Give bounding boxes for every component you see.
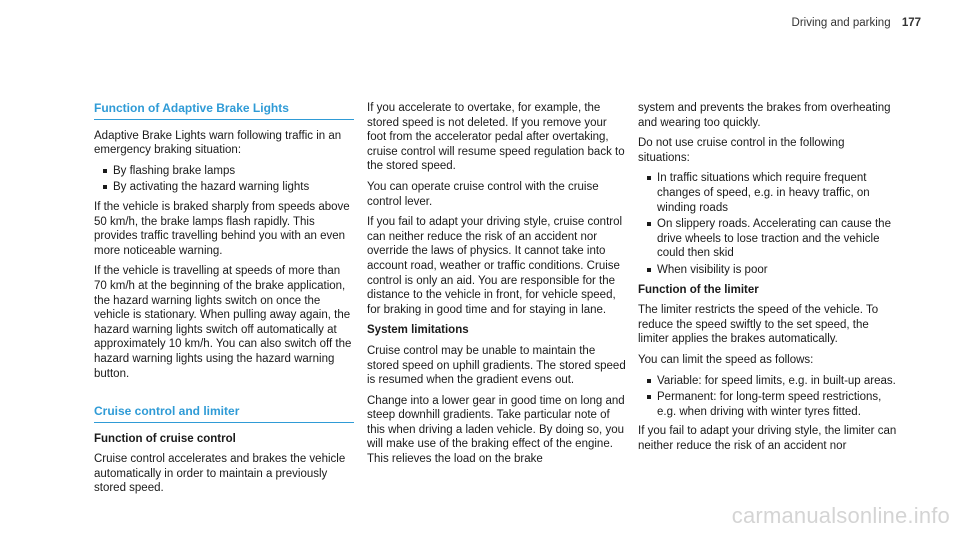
- paragraph: If the vehicle is travelling at speeds of more than 70 km/h at the beginning of the brake application, the hazard warning lights switch on once the vehicle is stationary. When pulling away again, the hazard warning lights switch off automatically at approximately 10 km/h. You can also switch off the hazard warning lights using the hazard warning button.: [94, 265, 352, 380]
- bullet-list: [638, 171, 898, 277]
- list-item: Variable: for speed limits, e.g. in built-up areas.: [638, 374, 898, 389]
- paragraph: Change into a lower gear in good time on long and steep downhill gradients. Take particular note of this when driving a laden vehicle. By doing so, you will make use of the braking effect of the engine. This relieves the load on the brake: [367, 394, 625, 466]
- list-item: Permanent: for long-term speed restrictions, e.g. when driving with winter tyres fitted.: [638, 390, 898, 419]
- list-item: When visibility is poor: [638, 263, 898, 278]
- column-3: [638, 101, 898, 459]
- column-1: [94, 101, 354, 502]
- paragraph: You can operate cruise control with the cruise control lever.: [367, 180, 599, 208]
- list-item: In traffic situations which require frequent changes of speed, e.g. in heavy traffic, on winding roads: [638, 171, 898, 215]
- page-number: 177: [901, 17, 921, 29]
- list-item: By activating the hazard warning lights: [94, 180, 354, 195]
- paragraph: If you fail to adapt your driving style, the limiter can neither reduce the risk of an accident nor: [638, 425, 897, 452]
- section-title-cruise-control: Cruise control and limiter: [94, 404, 354, 423]
- paragraph: system and prevents the brakes from overheating and wearing too quickly.: [638, 102, 891, 129]
- paragraph: If you fail to adapt your driving style, cruise control can neither reduce the risk of an accident nor override the laws of physics. It cannot take into account road, weather or traffic conditions. Cruise control is only an aid. You are responsible for the distance to the vehicle in front, for vehicle speed, for braking in good time and for staying in lane.: [367, 216, 623, 316]
- paragraph: Cruise control accelerates and brakes the vehicle automatically in order to maintain a previously stored speed.: [94, 453, 346, 495]
- paragraph: If you accelerate to overtake, for example, the stored speed is not deleted. If you remove your foot from the accelerator pedal after overtaking, cruise control will resume speed regulation back to the stored speed.: [367, 102, 625, 173]
- watermark: carmanualsonline.info: [731, 503, 950, 528]
- paragraph: If the vehicle is braked sharply from speeds above 50 km/h, the brake lamps flash rapidly. This provides traffic travelling behind you with an even more noticeable warning.: [94, 200, 350, 257]
- bullet-list: [94, 164, 354, 195]
- paragraph: Do not use cruise control in the following situations:: [638, 137, 845, 164]
- subheading: Function of the limiter: [638, 283, 759, 296]
- subheading: System limitations: [367, 324, 469, 337]
- header-section-title: Driving and parking: [791, 17, 891, 29]
- bullet-list: [638, 374, 898, 420]
- paragraph: You can limit the speed as follows:: [638, 353, 814, 366]
- section-title-adaptive-brake-lights: Function of Adaptive Brake Lights: [94, 101, 354, 120]
- paragraph: Cruise control may be unable to maintain the stored speed on uphill gradients. The stored speed is resumed when the gradient evens out.: [367, 344, 626, 387]
- subheading: Function of cruise control: [94, 432, 236, 445]
- page-header: [792, 17, 921, 29]
- paragraph: The limiter restricts the speed of the vehicle. To reduce the speed swiftly to the set speed, the limiter applies the brakes automatically.: [638, 304, 879, 346]
- list-item: By flashing brake lamps: [94, 164, 354, 179]
- column-2: [367, 101, 627, 473]
- list-item: On slippery roads. Accelerating can cause the drive wheels to lose traction and the vehicle could then skid: [638, 217, 898, 261]
- paragraph: Adaptive Brake Lights warn following traffic in an emergency braking situation:: [94, 129, 342, 157]
